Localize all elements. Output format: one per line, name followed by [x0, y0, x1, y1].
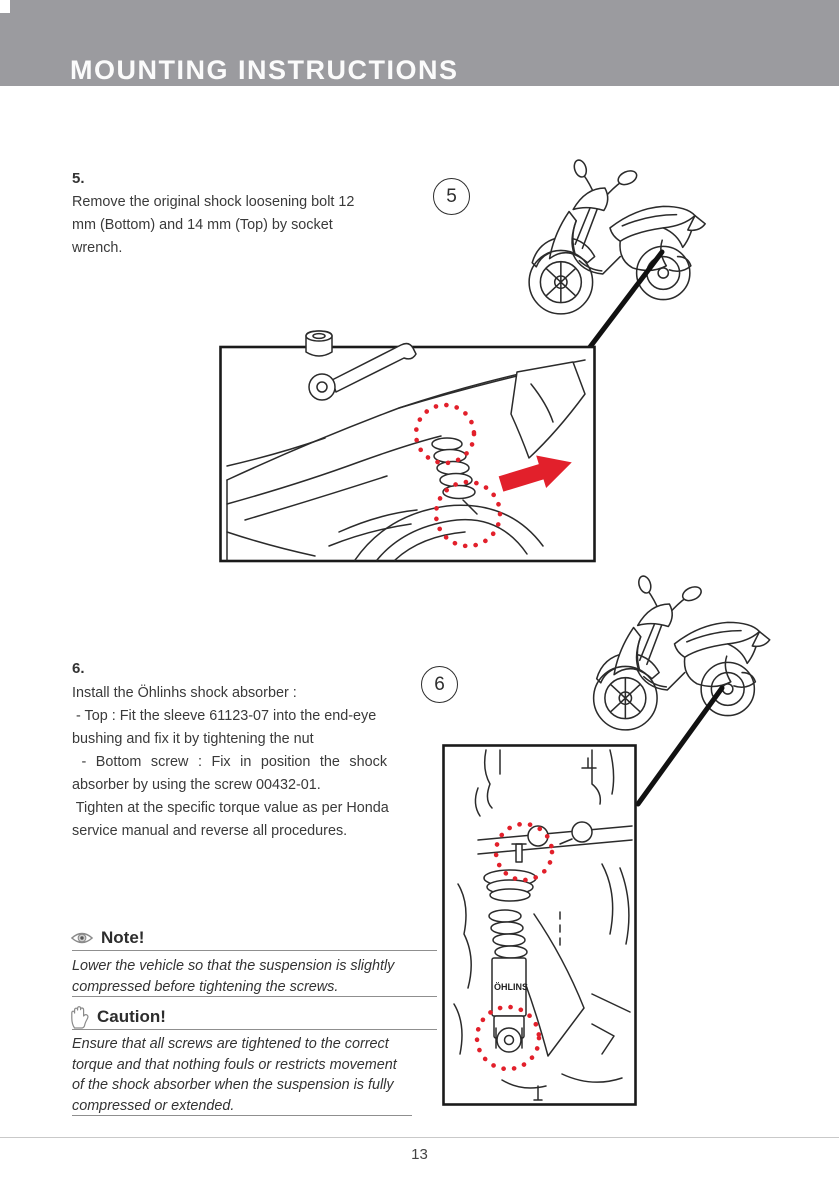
- page-title: MOUNTING INSTRUCTIONS: [70, 55, 459, 85]
- caution-heading-rule: [72, 1029, 437, 1030]
- caution-heading: [70, 1005, 166, 1029]
- footer-rule: [0, 1137, 839, 1138]
- step-6-number: 6.: [72, 660, 85, 677]
- step-6-badge: 6: [421, 666, 458, 703]
- note-bottom-rule: [72, 996, 437, 997]
- figure-6-border: [444, 746, 636, 1105]
- shock-brand-label: ÖHLINS: [494, 982, 529, 992]
- step-5-number: 5.: [72, 170, 85, 187]
- leader-line-step5: [586, 248, 666, 352]
- note-title: Note!: [101, 928, 145, 947]
- note-heading: [70, 928, 144, 948]
- caution-title: Caution!: [97, 1007, 166, 1026]
- step-5-text: Remove the original shock loosening bolt 12 mm (Bottom) and 14 mm (Top) by socket wrench.: [72, 194, 355, 256]
- note-text: Lower the vehicle so that the suspension is slightly compressed before tightening the screws.: [72, 958, 395, 995]
- leader-line-step6: [634, 684, 728, 808]
- figure-6-illustration: [442, 744, 637, 1106]
- hand-icon: [70, 1005, 90, 1029]
- figure-5-illustration: [219, 329, 597, 564]
- caution-text: Ensure that all screws are tightened to the correct torque and that nothing fouls or restricts movement of the shock absorber when the suspension is fully compressed or extended.: [72, 1036, 397, 1114]
- page-number: 13: [411, 1146, 428, 1163]
- caution-bottom-rule: [72, 1115, 412, 1116]
- step-6-text: Install the Öhlinhs shock absorber : - Top : Fit the sleeve 61123-07 into the end-eye bushing and fix it by tightening the nut - Bottom screw : Fix in position the shock absorber by using the screw 00432-01. Tighten at the specific torque value as per Honda service manual and reverse all procedures.: [72, 685, 389, 839]
- eye-icon: [70, 930, 94, 946]
- banner-notch: [0, 0, 10, 13]
- note-heading-rule: [72, 950, 437, 951]
- step-5-badge: 5: [433, 178, 470, 215]
